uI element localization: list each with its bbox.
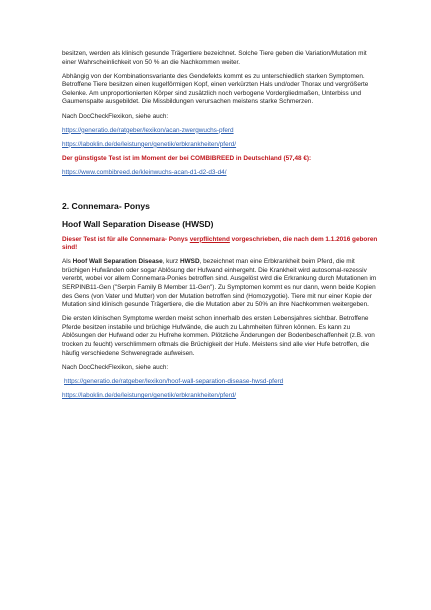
paragraph-hwsd-symptoms: Die ersten klinischen Symptome werden meist schon innerhalb des ersten Lebensjahres sichtbar. Betroffene Pferde besitzen instabile und brüchige Hufwände, die auch zu Lahmheiten führen können. Es kann zu Ablösungen der Hufwand oder zu Hufrehe kommen. Plötzliche Änderungen der Bodenbeschaffenheit (z.B. von trocken zu feucht) verschlimmern oftmals die Brüchigkeit der Hufe. Meistens sind alle vier Hufe betroffen, die häufig verschiedene Schweregrade aufweisen. [62,315,375,357]
link-generatio-hwsd[interactable]: https://generatio.de/ratgeber/lexikon/hoof-wall-separation-disease-hwsd-pferd [64,377,284,385]
hwsd-heading: Hoof Wall Separation Disease (HWSD) [62,218,214,229]
link-combibreed[interactable]: https://www.combibreed.de/kleinwuchs-acan-d1-d2-d3-d4/ [62,168,227,176]
source-label-2: Nach DocCheckFlexikon, siehe auch: [62,363,169,371]
paragraph-hwsd-definition [62,258,382,310]
hwsd-p1-abbr: HWSD [180,258,200,266]
hwsd-p1-term: Hoof Wall Separation Disease [72,258,163,266]
hwsd-p1-a: Als [62,258,73,266]
paragraph-carrier-info: besitzen, werden als klinisch gesunde Trägertiere bezeichnet. Solche Tiere geben die Variation/Mutation mit einer Wahrscheinlichkeit von 50 % an die Nachkommen weiter. [62,50,367,66]
paragraph-symptoms: Abhängig von der Kombinationsvariante des Gendefekts kommt es zu unterschiedlich starken Symptomen. Betroffene Tiere besitzen einen kugelförmigen Kopf, einen verkürzten Hals und/oder Thorax und vergrößerte Gelenke. Am unproportionierten Körper sind zusätzlich noch verbogene Vordergliedmaßen, Unterbiss und Gaumenspalte ausgebildet. Die Missbildungen verursachen meistens starke Schmerzen. [62,72,369,106]
source-label: Nach DocCheckFlexikon, siehe auch: [62,112,169,120]
offer-notice: Der günstigste Test ist im Moment der bei COMBIBREED in Deutschland (57,48 €): [62,154,312,162]
link-generatio-acan[interactable]: https://generatio.de/ratgeber/lexikon/acan-zwergwuchs-pferd [62,126,234,134]
link-laboklin-pferd[interactable]: https://laboklin.de/de/leistungen/genetik/erbkrankheiten/pferd/ [62,140,237,148]
mandatory-notice-post: vorgeschrieben, die nach dem 1.1.2016 geboren sind! [62,235,378,252]
mandatory-notice [62,236,382,253]
hwsd-p1-d: , bezeichnet man eine Erbkrankheit beim Pferd, die mit brüchigen Hufwänden oder sogar Ablösung der Hufwand einhergeht. Die Krankheit wird autosomal-rezessiv vererbt, wobei vor allem Connemara-Ponies betroffen sind. Ausgelöst wird die Erkrankung durch Mutationen im SERPINB11-Gen ("Serpin Family B Member 11-Gen"). Zu Symptomen kommt es nur dann, wenn beide Kopien des Gens (von Vater und Mutter) von der Mutation betroffen sind (Homozygotie). Tiere mit nur einer Kopie der Mutation sind klinisch gesunde Trägertiere, die die Mutation aber zu 50% an ihre Nachkommen weitergeben. [62,258,377,309]
hwsd-p1-c: , kurz [162,258,181,266]
section-heading-connemara: 2. Connemara- Ponys [62,200,150,211]
mandatory-notice-pre: Dieser Test ist für alle Connemara- Ponys [62,235,190,243]
document-page [62,50,382,401]
link-laboklin-pferd-2[interactable]: https://laboklin.de/de/leistungen/genetik/erbkrankheiten/pferd/ [62,391,237,399]
mandatory-notice-emphasis: verpflichtend [189,235,230,243]
